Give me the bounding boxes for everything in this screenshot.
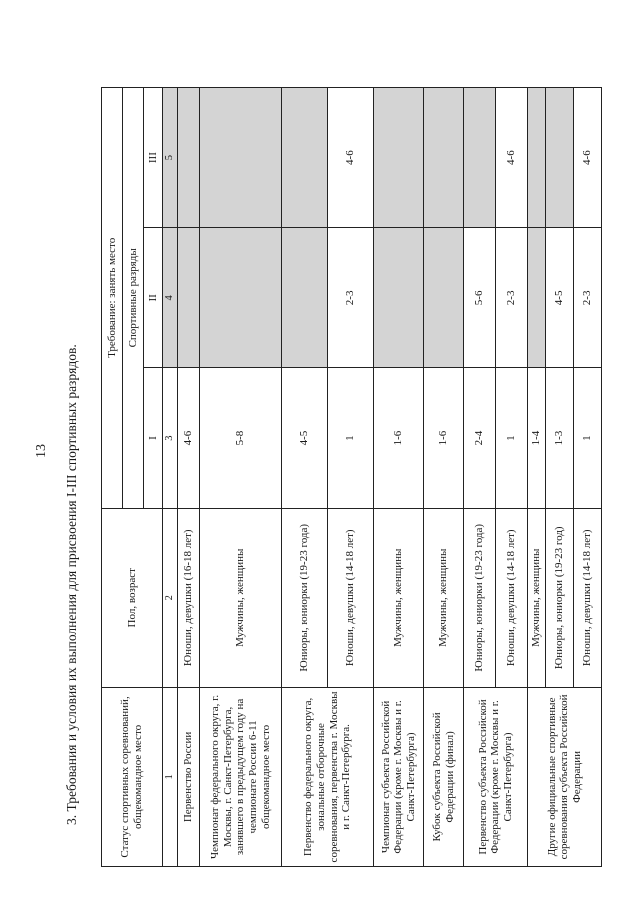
rank-1-cell: 1 (496, 368, 528, 508)
rank-1-cell: 1 (574, 368, 602, 508)
rank-1-cell: 4-6 (178, 368, 200, 508)
status-cell: Кубок субъекта Российской Федерации (финал) (424, 687, 464, 866)
column-number: 1 (163, 687, 178, 866)
rank-3-cell (464, 88, 496, 228)
rank-2-cell (282, 228, 328, 368)
rank-1-cell: 1-6 (374, 368, 424, 508)
rank-1-cell: 1-4 (528, 368, 546, 508)
header-rank-3: III (144, 88, 163, 228)
rank-3-cell (200, 88, 282, 228)
rank-1-cell: 2-4 (464, 368, 496, 508)
rank-2-cell (528, 228, 546, 368)
status-cell: Чемпионат субъекта Российской Федерации (кроме г. Москвы и г. Санкт-Петербурга) (374, 687, 424, 866)
table-row (200, 88, 282, 867)
column-number-row (163, 88, 178, 867)
rank-2-cell (374, 228, 424, 368)
rank-3-cell (282, 88, 328, 228)
status-cell: Первенство России (178, 687, 200, 866)
rank-2-cell: 5-6 (464, 228, 496, 368)
rank-3-cell (528, 88, 546, 228)
section-heading: 3. Требования и условия их выполнения для присвоения I-III спортивных разрядов. (64, 344, 79, 825)
rank-2-cell: 2-3 (574, 228, 602, 368)
requirements-table-container (101, 87, 594, 867)
sex-age-cell: Юниоры, юниорки (19-23 год) (546, 508, 574, 687)
table-row (282, 88, 328, 867)
sex-age-cell: Юноши, девушки (14-18 лет) (496, 508, 528, 687)
sex-age-cell: Мужчины, женщины (200, 508, 282, 687)
rank-2-cell: 2-3 (328, 228, 374, 368)
column-number: 2 (163, 508, 178, 687)
table-row (374, 88, 424, 867)
header-ranks: Спортивные разряды (123, 88, 144, 509)
rank-2-cell (424, 228, 464, 368)
header-sex-age: Пол, возраст (102, 508, 163, 687)
sex-age-cell: Юниоры, юниорки (19-23 года) (464, 508, 496, 687)
requirements-table (101, 87, 602, 867)
rank-1-cell: 4-5 (282, 368, 328, 508)
header-requirement: Требование: занять место (102, 88, 123, 509)
rank-1-cell: 1-3 (546, 368, 574, 508)
sex-age-cell: Мужчины, женщины (528, 508, 546, 687)
header-rank-2: II (144, 228, 163, 368)
column-number: 4 (163, 228, 178, 368)
column-number: 3 (163, 368, 178, 508)
rank-3-cell: 4-6 (496, 88, 528, 228)
page-number: 13 (34, 444, 49, 458)
rank-3-cell (374, 88, 424, 228)
sex-age-cell: Юноши, девушки (16-18 лет) (178, 508, 200, 687)
table-row (528, 88, 546, 867)
table-row (178, 88, 200, 867)
rank-1-cell: 1-6 (424, 368, 464, 508)
rank-2-cell: 4-5 (546, 228, 574, 368)
sex-age-cell: Юноши, девушки (14-18 лет) (328, 508, 374, 687)
rank-1-cell: 1 (328, 368, 374, 508)
rank-2-cell (178, 228, 200, 368)
sex-age-cell: Мужчины, женщины (424, 508, 464, 687)
table-row (424, 88, 464, 867)
sex-age-cell: Юниоры, юниорки (19-23 года) (282, 508, 328, 687)
column-number: 5 (163, 88, 178, 228)
rank-2-cell: 2-3 (496, 228, 528, 368)
sex-age-cell: Мужчины, женщины (374, 508, 424, 687)
status-cell: Первенство субъекта Российской Федерации (кроме г. Москвы и г. Санкт-Петербурга) (464, 687, 528, 866)
rank-3-cell (424, 88, 464, 228)
rank-1-cell: 5-8 (200, 368, 282, 508)
rank-3-cell (178, 88, 200, 228)
rank-3-cell: 4-6 (574, 88, 602, 228)
status-cell: Первенство федерального округа, зональные отборочные соревнования, первенства г. Москвы и г. Санкт-Петербурга. (282, 687, 374, 866)
status-cell: Чемпионат федерального округа, г. Москвы, г. Санкт-Петербурга, занявшего в предыдущем году на чемпионате России 6-11 общекомандное место (200, 687, 282, 866)
status-cell: Другие официальные спортивные соревнования субъекта Российской Федерации (528, 687, 602, 866)
header-rank-1: I (144, 368, 163, 508)
rank-3-cell: 4-6 (328, 88, 374, 228)
table-row (464, 88, 496, 867)
rank-3-cell (546, 88, 574, 228)
rank-2-cell (200, 228, 282, 368)
header-status: Статус спортивных соревнований, общекомандное место (102, 687, 163, 866)
sex-age-cell: Юноши, девушки (14-18 лет) (574, 508, 602, 687)
